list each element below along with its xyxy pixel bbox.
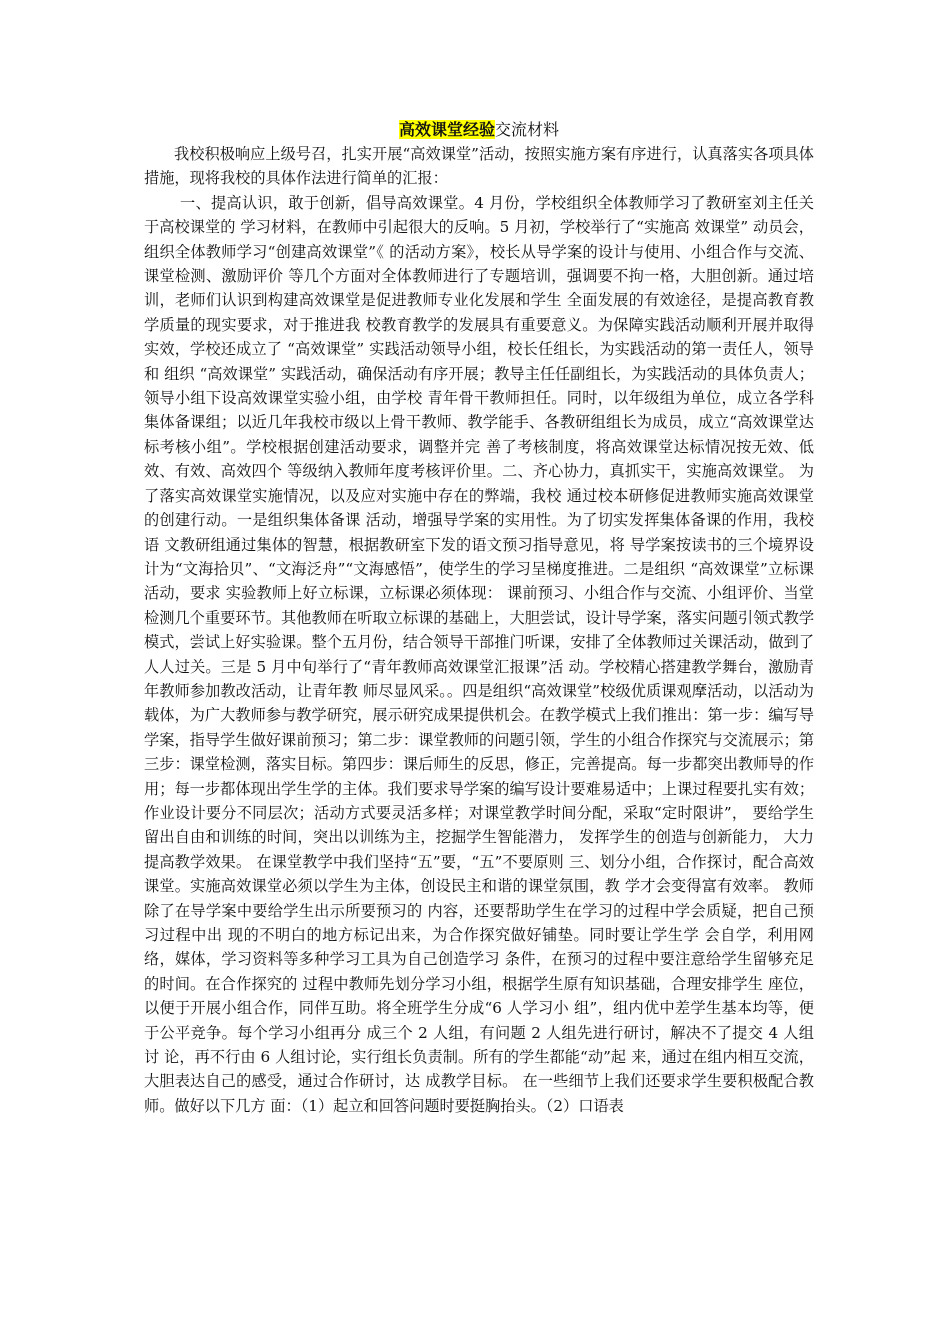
- title-highlight: 高效课堂经验: [398, 120, 495, 139]
- intro-paragraph: 我校积极响应上级号召，扎实开展“高效课堂”活动，按照实施方案有序进行，认真落实各项具体措施，现将我校的具体作法进行简单的汇报：: [144, 145, 814, 188]
- document-page: [144, 118, 814, 1118]
- document-title: [144, 118, 814, 142]
- body-paragraph: 一、提高认识，敢于创新，倡导高效课堂。4 月份，学校组织全体教师学习了教研室刘主任关于高校课堂的 学习材料，在教师中引起很大的反响。5 月初，学校举行了“实施高 效课堂” 动员会，组织全体教师学习“创建高效课堂”《 的活动方案》，校长从导学案的设计与使用、小组合作与交流、课堂检测、激励评价 等几个方面对全体教师进行了专题培训，强调要不拘一格，大胆创新。通过培训，老师们认识到构建高效课堂是促进教师专业化发展和学生 全面发展的有效途径，是提高教育教学质量的现实要求，对于推进我 校教育教学的发展具有重要意义。为保障实践活动顺利开展并取得实效，学校还成立了 “高效课堂” 实践活动领导小组，校长任组长，为实践活动的第一责任人，领导和 组织 “高效课堂” 实践活动，确保活动有序开展；教导主任任副组长，为实践活动的具体负责人；领导小组下设高效课堂实验小组，由学校 青年骨干教师担任。同时，以年级组为单位，成立各学科集体备课组；以近几年我校市级以上骨干教师、教学能手、各教研组组长为成员，成立“高效课堂达标考核小组”。学校根据创建活动要求，调整并完 善了考核制度，将高效课堂达标情况按无效、低效、有效、高效四个 等级纳入教师年度考核评价里。二、齐心协力，真抓实干，实施高效课堂。 为了落实高效课堂实施情况，以及应对实施中存在的弊端，我校 通过校本研修促进教师实施高效课堂的创建行动。一是组织集体备课 活动，增强导学案的实用性。为了切实发挥集体备课的作用，我校语 文教研组通过集体的智慧，根据教研室下发的语文预习指导意见，将 导学案按读书的三个境界设计为“文海拾贝”、“文海泛舟”“文海感悟”，使学生的学习呈梯度推进。二是组织 “高效课堂”立标课活动，要求 实验教师上好立标课，立标课必须体现： 课前预习、小组合作与交流、小组评价、当堂检测几个重要环节。其他教师在听取立标课的基础上，大胆尝试，设计导学案，落实问题引领式教学模式，尝试上好实验课。整个五月份，结合领导干部推门听课，安排了全体教师过关课活动，做到了人人过关。三是 5 月中旬举行了“青年教师高效课堂汇报课”活 动。学校精心搭建教学舞台，激励青年教师参加教改活动，让青年教 师尽显风采。。四是组织“高效课堂”校级优质课观摩活动，以活动为 载体，为广大教师参与教学研究，展示研究成果提供机会。在教学模式上我们推出：第一步：编写导学案，指导学生做好课前预习；第二步：课堂教师的问题引领，学生的小组合作探究与交流展示；第三步：课堂检测，落实目标。第四步：课后师生的反思，修正，完善提高。每一步都突出教师导的作用；每一步都体现出学生学的主体。我们要求导学案的编写设计要难易适中；上课过程要扎实有效；作业设计要分不同层次；活动方式要灵活多样；对课堂教学时间分配，采取“定时限讲”， 要给学生留出自由和训练的时间，突出以训练为主，挖掘学生智能潜力， 发挥学生的创造与创新能力， 大力提高教学效果。 在课堂教学中我们坚持“五”要，“五”不要原则 三、划分小组，合作探讨，配合高效课堂。实施高效课堂必须以学生为主体，创设民主和谐的课堂氛围，教 学才会变得富有效率。 教师除了在导学案中要给学生出示所要预习的 内容，还要帮助学生在学习的过程中学会质疑，把自己预习过程中出 现的不明白的地方标记出来，为合作探究做好铺垫。同时要让学生学 会自学，利用网络，媒体，学习资料等多种学习工具为自己创造学习 条件，在预习的过程中要注意给学生留够充足的时间。在合作探究的 过程中教师先划分学习小组，根据学生原有知识基础，合理安排学生 座位，以便于开展小组合作，同伴互助。将全班学生分成“6 人学习小 组”，组内优中差学生基本均等，便于公平竞争。每个学习小组再分 成三个 2 人组，有问题 2 人组先进行研讨，解决不了提交 4 人组讨 论，再不行由 6 人组讨论，实行组长负责制。所有的学生都能“动”起 来，通过在组内相互交流，大胆表达自己的感受，通过合作研讨，达 成教学目标。 在一些细节上我们还要求学生要积极配合教师。做好以下几方 面：（1）起立和回答问题时要挺胸抬头。（2）口语表: [144, 193, 814, 1115]
- title-rest: 交流材料: [495, 120, 560, 139]
